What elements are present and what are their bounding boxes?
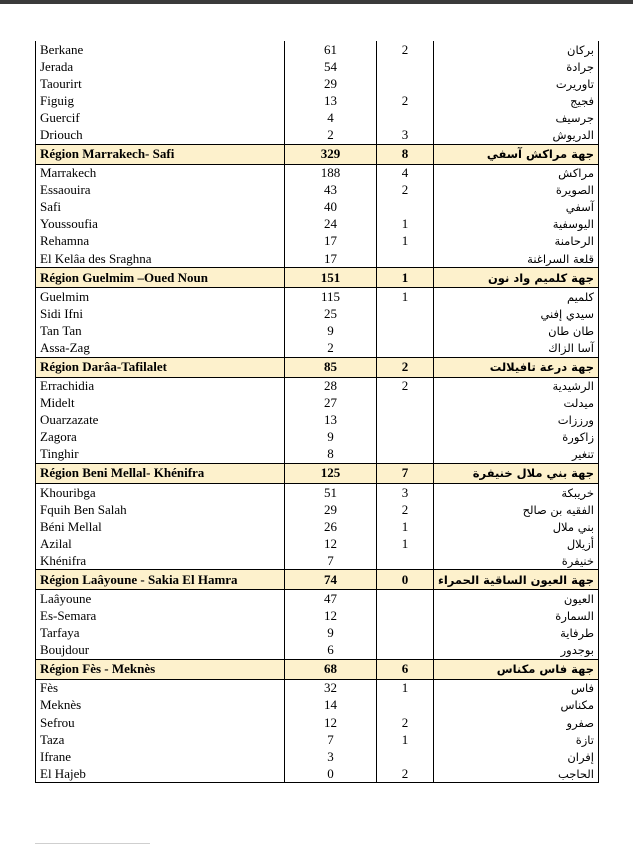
count-cell: 12	[285, 714, 377, 731]
city-row	[36, 535, 599, 552]
city-row	[36, 395, 599, 412]
arabic-name-cell: فاس	[434, 679, 599, 697]
name-cell: Azilal	[36, 535, 285, 552]
arabic-name-cell: جرادة	[434, 58, 599, 75]
secondary-count-cell	[377, 305, 434, 322]
name-cell: Errachidia	[36, 377, 285, 395]
arabic-name-cell: جهة درعة تافيلالت	[434, 357, 599, 377]
table-body	[36, 41, 599, 783]
arabic-name-cell: جهة العيون الساقية الحمراء	[434, 570, 599, 590]
city-row	[36, 339, 599, 357]
arabic-name-cell: العيون	[434, 590, 599, 608]
name-cell: Ouarzazate	[36, 412, 285, 429]
secondary-count-cell: 2	[377, 501, 434, 518]
secondary-count-cell	[377, 429, 434, 446]
arabic-name-cell: اليوسفية	[434, 216, 599, 233]
city-row	[36, 377, 599, 395]
count-cell: 3	[285, 748, 377, 765]
count-cell: 13	[285, 92, 377, 109]
arabic-name-cell: تنغير	[434, 446, 599, 464]
name-cell: Guelmim	[36, 288, 285, 306]
arabic-name-cell: الحاجب	[434, 765, 599, 783]
name-cell: El Hajeb	[36, 765, 285, 783]
count-cell: 125	[285, 463, 377, 483]
name-cell: Marrakech	[36, 164, 285, 182]
secondary-count-cell	[377, 395, 434, 412]
arabic-name-cell: جهة فاس مكناس	[434, 659, 599, 679]
count-cell: 7	[285, 731, 377, 748]
arabic-name-cell: بوجدور	[434, 642, 599, 660]
secondary-count-cell: 2	[377, 714, 434, 731]
city-row	[36, 164, 599, 182]
footer-rule	[35, 843, 150, 844]
name-cell: Ifrane	[36, 748, 285, 765]
arabic-name-cell: زاكورة	[434, 429, 599, 446]
secondary-count-cell: 2	[377, 357, 434, 377]
count-cell: 9	[285, 625, 377, 642]
city-row	[36, 216, 599, 233]
name-cell: Meknès	[36, 697, 285, 714]
city-row	[36, 305, 599, 322]
secondary-count-cell: 1	[377, 268, 434, 288]
name-cell: Région Laâyoune - Sakia El Hamra	[36, 570, 285, 590]
count-cell: 17	[285, 250, 377, 268]
count-cell: 8	[285, 446, 377, 464]
secondary-count-cell	[377, 697, 434, 714]
arabic-name-cell: طرفاية	[434, 625, 599, 642]
secondary-count-cell	[377, 250, 434, 268]
city-row	[36, 250, 599, 268]
name-cell: Béni Mellal	[36, 518, 285, 535]
arabic-name-cell: خريبكة	[434, 483, 599, 501]
secondary-count-cell: 2	[377, 765, 434, 783]
secondary-count-cell	[377, 590, 434, 608]
name-cell: Boujdour	[36, 642, 285, 660]
name-cell: Fès	[36, 679, 285, 697]
arabic-name-cell: إفران	[434, 748, 599, 765]
secondary-count-cell: 3	[377, 126, 434, 144]
count-cell: 0	[285, 765, 377, 783]
name-cell: Taza	[36, 731, 285, 748]
arabic-name-cell: الدريوش	[434, 126, 599, 144]
city-row	[36, 58, 599, 75]
city-row	[36, 233, 599, 250]
count-cell: 43	[285, 182, 377, 199]
city-row	[36, 625, 599, 642]
secondary-count-cell	[377, 412, 434, 429]
count-cell: 151	[285, 268, 377, 288]
name-cell: Région Marrakech- Safi	[36, 144, 285, 164]
count-cell: 2	[285, 339, 377, 357]
arabic-name-cell: تازة	[434, 731, 599, 748]
arabic-name-cell: مكناس	[434, 697, 599, 714]
city-row	[36, 765, 599, 783]
secondary-count-cell: 1	[377, 288, 434, 306]
name-cell: Driouch	[36, 126, 285, 144]
city-row	[36, 41, 599, 58]
secondary-count-cell	[377, 322, 434, 339]
count-cell: 40	[285, 199, 377, 216]
arabic-name-cell: كلميم	[434, 288, 599, 306]
region-row	[36, 268, 599, 288]
name-cell: Figuig	[36, 92, 285, 109]
count-cell: 27	[285, 395, 377, 412]
count-cell: 9	[285, 429, 377, 446]
secondary-count-cell: 0	[377, 570, 434, 590]
count-cell: 28	[285, 377, 377, 395]
region-row	[36, 570, 599, 590]
city-row	[36, 199, 599, 216]
region-row	[36, 659, 599, 679]
arabic-name-cell: جهة مراكش آسفي	[434, 144, 599, 164]
count-cell: 14	[285, 697, 377, 714]
city-row	[36, 412, 599, 429]
secondary-count-cell	[377, 75, 434, 92]
count-cell: 74	[285, 570, 377, 590]
name-cell: Tarfaya	[36, 625, 285, 642]
secondary-count-cell	[377, 625, 434, 642]
secondary-count-cell: 1	[377, 679, 434, 697]
arabic-name-cell: تاوريرت	[434, 75, 599, 92]
city-row	[36, 697, 599, 714]
secondary-count-cell: 1	[377, 216, 434, 233]
secondary-count-cell: 7	[377, 463, 434, 483]
arabic-name-cell: طان طان	[434, 322, 599, 339]
name-cell: Es-Semara	[36, 608, 285, 625]
count-cell: 13	[285, 412, 377, 429]
name-cell: Sefrou	[36, 714, 285, 731]
arabic-name-cell: ميدلت	[434, 395, 599, 412]
city-row	[36, 446, 599, 464]
count-cell: 54	[285, 58, 377, 75]
count-cell: 32	[285, 679, 377, 697]
secondary-count-cell: 1	[377, 233, 434, 250]
city-row	[36, 731, 599, 748]
count-cell: 329	[285, 144, 377, 164]
name-cell: El Kelâa des Sraghna	[36, 250, 285, 268]
arabic-name-cell: الرشيدية	[434, 377, 599, 395]
arabic-name-cell: ورززات	[434, 412, 599, 429]
name-cell: Khouribga	[36, 483, 285, 501]
city-row	[36, 642, 599, 660]
arabic-name-cell: بني ملال	[434, 518, 599, 535]
top-border-bar	[0, 0, 633, 4]
name-cell: Essaouira	[36, 182, 285, 199]
count-cell: 7	[285, 552, 377, 570]
count-cell: 24	[285, 216, 377, 233]
name-cell: Région Darâa-Tafilalet	[36, 357, 285, 377]
city-row	[36, 590, 599, 608]
count-cell: 85	[285, 357, 377, 377]
arabic-name-cell: آسا الزاك	[434, 339, 599, 357]
secondary-count-cell	[377, 608, 434, 625]
name-cell: Région Fès - Meknès	[36, 659, 285, 679]
city-row	[36, 501, 599, 518]
name-cell: Fquih Ben Salah	[36, 501, 285, 518]
region-city-table	[35, 41, 599, 783]
arabic-name-cell: صفرو	[434, 714, 599, 731]
secondary-count-cell: 1	[377, 518, 434, 535]
arabic-name-cell: السمارة	[434, 608, 599, 625]
secondary-count-cell	[377, 339, 434, 357]
count-cell: 29	[285, 501, 377, 518]
arabic-name-cell: جرسيف	[434, 109, 599, 126]
name-cell: Taourirt	[36, 75, 285, 92]
arabic-name-cell: أزيلال	[434, 535, 599, 552]
city-row	[36, 748, 599, 765]
arabic-name-cell: قلعة السراغنة	[434, 250, 599, 268]
name-cell: Laâyoune	[36, 590, 285, 608]
secondary-count-cell: 4	[377, 164, 434, 182]
name-cell: Tan Tan	[36, 322, 285, 339]
name-cell: Zagora	[36, 429, 285, 446]
region-row	[36, 463, 599, 483]
city-row	[36, 552, 599, 570]
city-row	[36, 608, 599, 625]
name-cell: Rehamna	[36, 233, 285, 250]
arabic-name-cell: جهة كلميم واد نون	[434, 268, 599, 288]
name-cell: Berkane	[36, 41, 285, 58]
city-row	[36, 714, 599, 731]
arabic-name-cell: سيدي إفني	[434, 305, 599, 322]
arabic-name-cell: آسفي	[434, 199, 599, 216]
name-cell: Assa-Zag	[36, 339, 285, 357]
city-row	[36, 75, 599, 92]
count-cell: 61	[285, 41, 377, 58]
name-cell: Guercif	[36, 109, 285, 126]
arabic-name-cell: الفقيه بن صالح	[434, 501, 599, 518]
secondary-count-cell: 2	[377, 182, 434, 199]
name-cell: Khénifra	[36, 552, 285, 570]
count-cell: 47	[285, 590, 377, 608]
secondary-count-cell	[377, 642, 434, 660]
arabic-name-cell: الرحامنة	[434, 233, 599, 250]
city-row	[36, 109, 599, 126]
secondary-count-cell: 2	[377, 41, 434, 58]
name-cell: Youssoufia	[36, 216, 285, 233]
region-row	[36, 144, 599, 164]
secondary-count-cell	[377, 58, 434, 75]
city-row	[36, 92, 599, 109]
arabic-name-cell: بركان	[434, 41, 599, 58]
secondary-count-cell	[377, 199, 434, 216]
count-cell: 12	[285, 535, 377, 552]
name-cell: Midelt	[36, 395, 285, 412]
count-cell: 188	[285, 164, 377, 182]
count-cell: 17	[285, 233, 377, 250]
arabic-name-cell: مراكش	[434, 164, 599, 182]
name-cell: Région Beni Mellal- Khénifra	[36, 463, 285, 483]
count-cell: 12	[285, 608, 377, 625]
secondary-count-cell	[377, 109, 434, 126]
count-cell: 29	[285, 75, 377, 92]
city-row	[36, 288, 599, 306]
secondary-count-cell: 3	[377, 483, 434, 501]
name-cell: Jerada	[36, 58, 285, 75]
secondary-count-cell	[377, 552, 434, 570]
count-cell: 4	[285, 109, 377, 126]
secondary-count-cell: 6	[377, 659, 434, 679]
arabic-name-cell: جهة بني ملال خنيفرة	[434, 463, 599, 483]
count-cell: 68	[285, 659, 377, 679]
secondary-count-cell	[377, 446, 434, 464]
city-row	[36, 126, 599, 144]
secondary-count-cell	[377, 748, 434, 765]
city-row	[36, 483, 599, 501]
count-cell: 26	[285, 518, 377, 535]
count-cell: 6	[285, 642, 377, 660]
secondary-count-cell: 8	[377, 144, 434, 164]
city-row	[36, 518, 599, 535]
name-cell: Région Guelmim –Oued Noun	[36, 268, 285, 288]
count-cell: 9	[285, 322, 377, 339]
region-row	[36, 357, 599, 377]
arabic-name-cell: الصويرة	[434, 182, 599, 199]
secondary-count-cell: 2	[377, 92, 434, 109]
count-cell: 25	[285, 305, 377, 322]
arabic-name-cell: خنيفرة	[434, 552, 599, 570]
count-cell: 115	[285, 288, 377, 306]
count-cell: 51	[285, 483, 377, 501]
name-cell: Safi	[36, 199, 285, 216]
arabic-name-cell: فجيج	[434, 92, 599, 109]
city-row	[36, 322, 599, 339]
name-cell: Sidi Ifni	[36, 305, 285, 322]
secondary-count-cell: 1	[377, 731, 434, 748]
secondary-count-cell: 1	[377, 535, 434, 552]
city-row	[36, 182, 599, 199]
city-row	[36, 679, 599, 697]
name-cell: Tinghir	[36, 446, 285, 464]
secondary-count-cell: 2	[377, 377, 434, 395]
count-cell: 2	[285, 126, 377, 144]
city-row	[36, 429, 599, 446]
